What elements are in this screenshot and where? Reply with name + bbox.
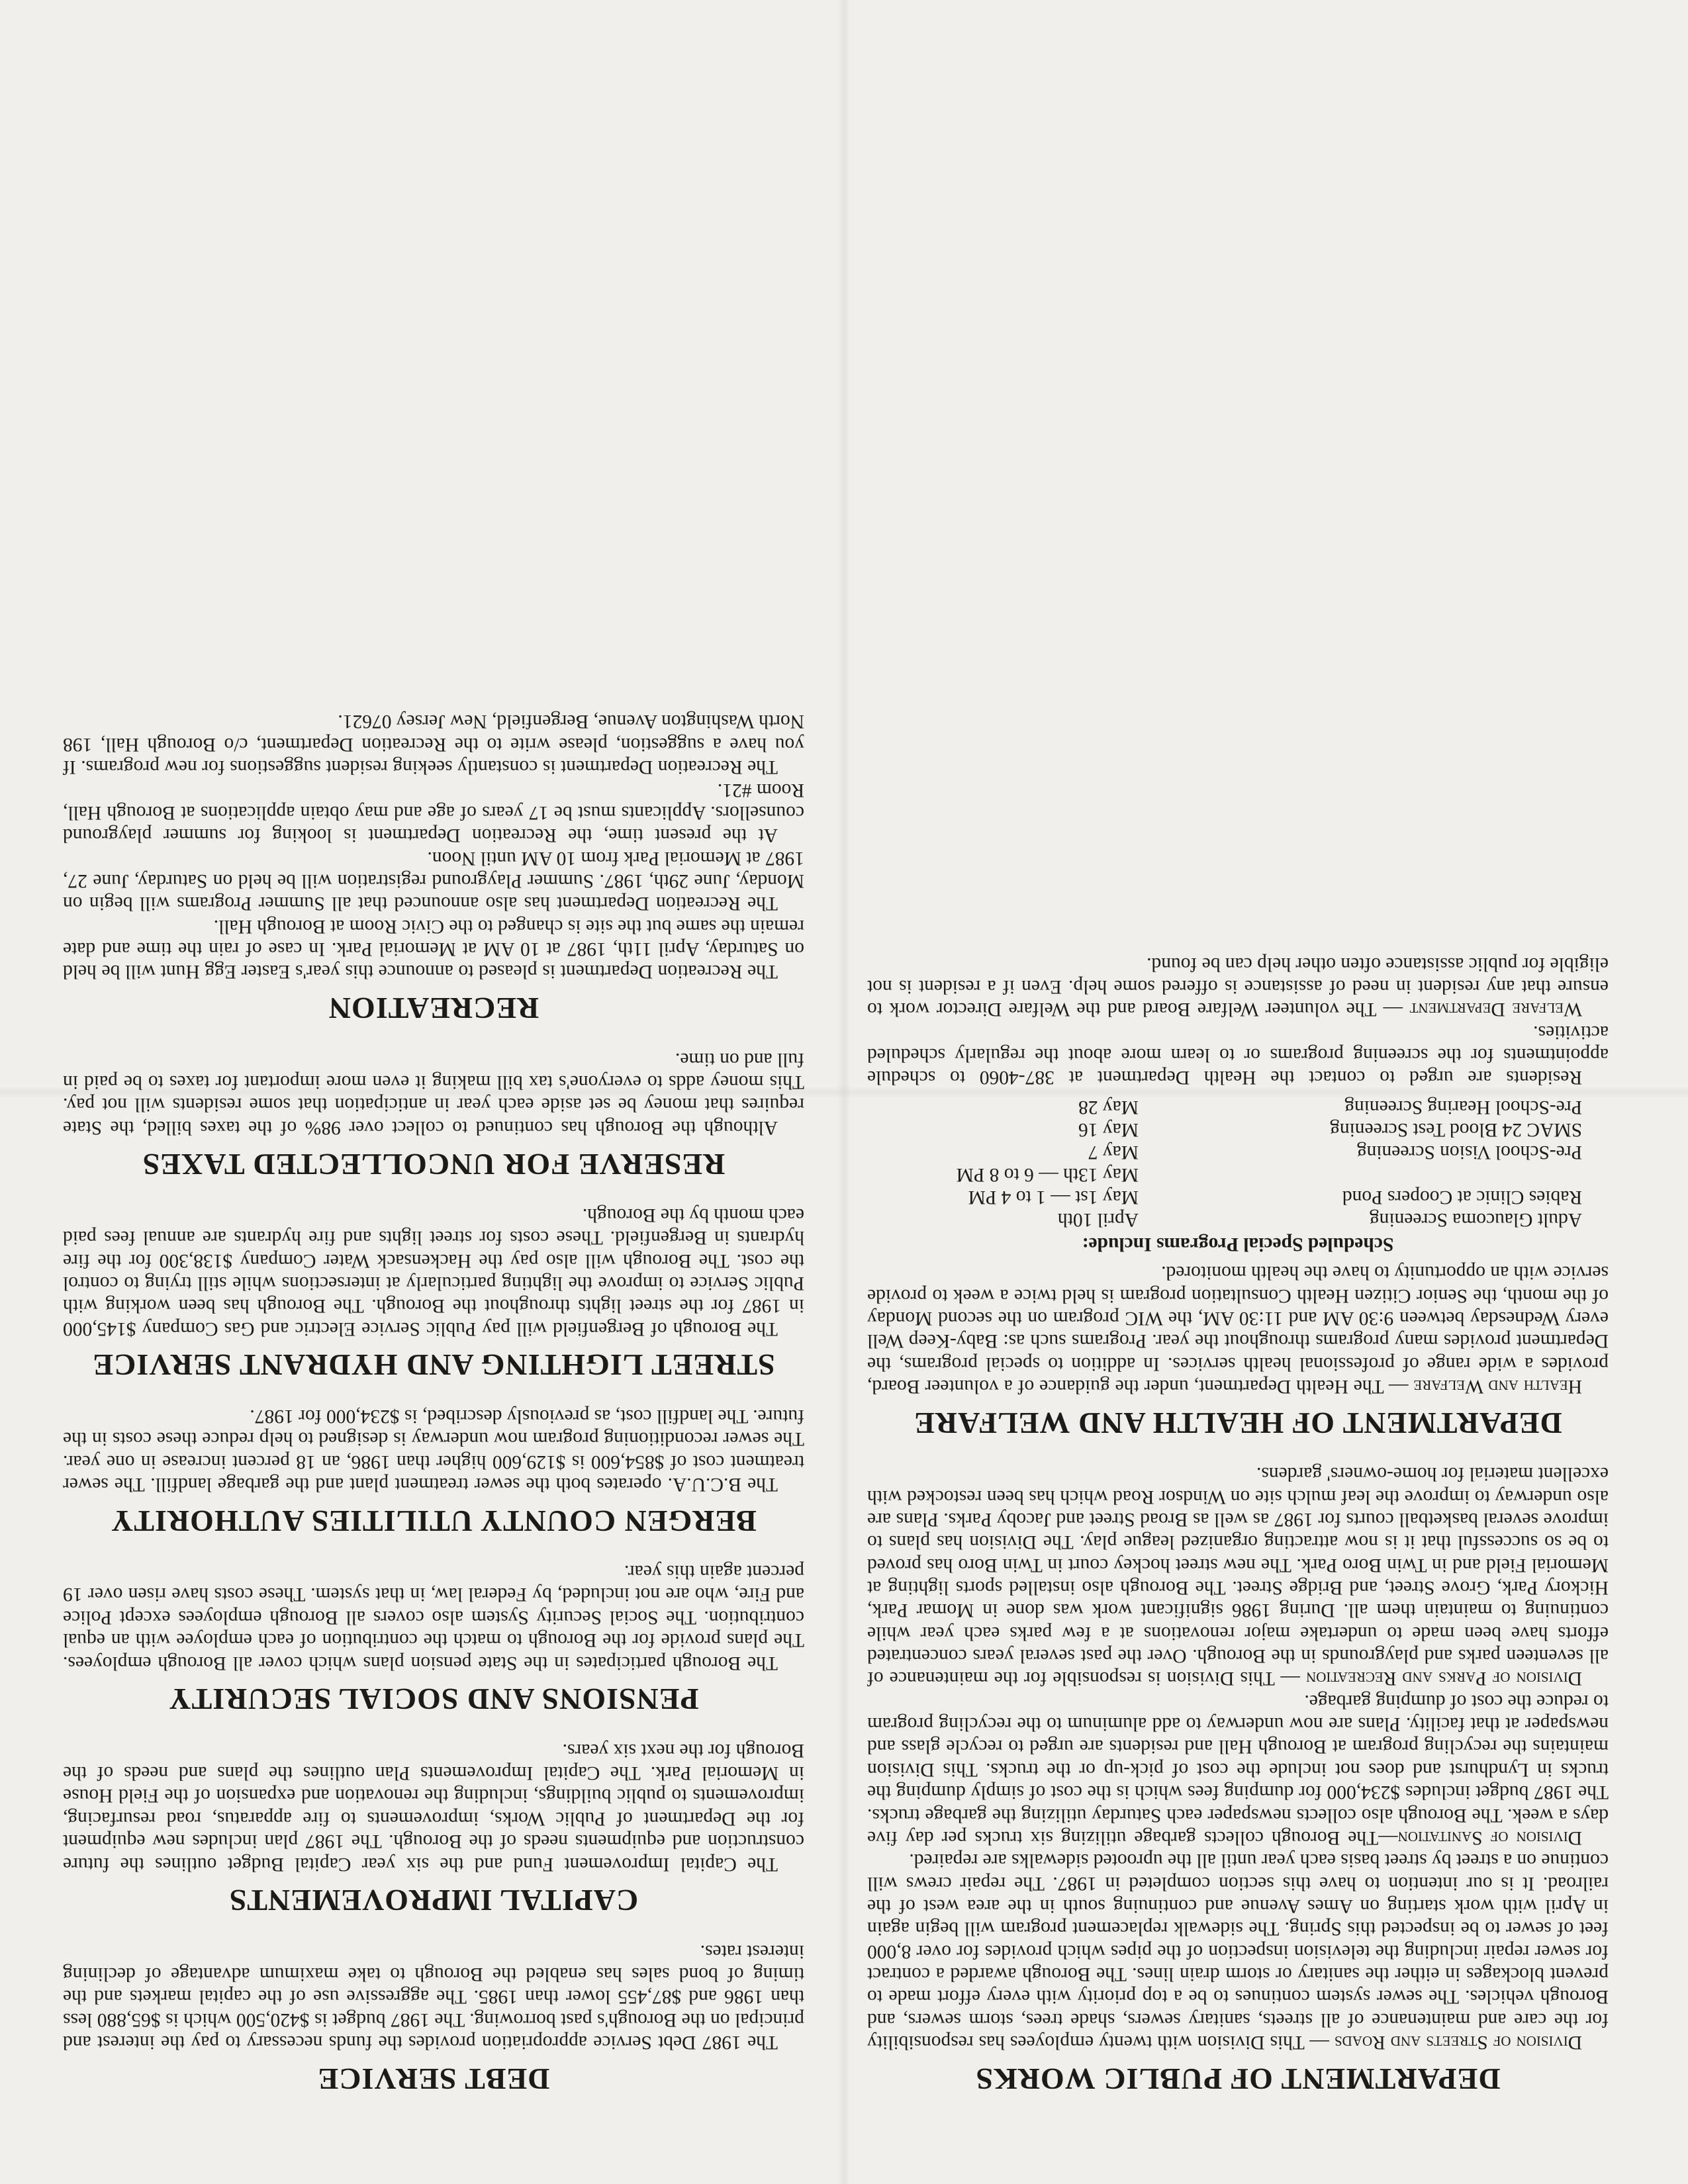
program-date: April 10th xyxy=(1057,1208,1139,1230)
welfare-lead: Welfare Department xyxy=(1409,999,1582,1021)
welfare-body: — The volunteer Welfare Board and the Welfare Director work to ensure that any resident in need of assistance is offered some help. Even if a resident is not eligible for public assistance often other help can be found. xyxy=(867,953,1609,1021)
program-date: May 1st — 1 to 4 PM xyxy=(968,1186,1139,1208)
table-row xyxy=(900,1208,1582,1230)
bcua-paragraph: The B.C.U.A. operates both the sewer treatment plant and the garbage landfill. The sewer treatment cost of $854,600 is $129,600 higher than 1986, an 18 percent increase in one year. The sewer reconditioning program now underway is designed to help reduce these costs in the future. The landfill cost, as previously described, is $234,000 for 1987. xyxy=(63,1405,804,1495)
table-row xyxy=(900,1163,1582,1185)
sanitation-lead: Division of Sanitation xyxy=(1397,1827,1582,1848)
pensions-paragraph: The Borough participates in the State pension plans which cover all Borough employees. The plans provide for the Borough to match the contribution of each employee with an equal contribution. The Social Security System also covers all Borough employees except Police and Fire, who are not included, by Federal law, in that system. These costs have risen over 19 percent again this year. xyxy=(63,1561,804,1674)
health-contact-paragraph: Residents are urged to contact the Health Department at 387-4060 to schedule appointments for the screening programs or to learn more about the regularly scheduled activities. xyxy=(867,1021,1609,1089)
bcua-section xyxy=(63,1405,804,1537)
health-lead: Health and Welfare xyxy=(1413,1376,1582,1397)
capital-improvements-section xyxy=(63,1739,804,1916)
debt-service-heading: DEBT SERVICE xyxy=(317,2062,550,2096)
parks-recreation-body: — This Division is responsible for the maintenance of all seventeen parks and playgrounds in the Borough. Over the past several years concentrated efforts have been made to undertake major renovations at a few parks each year while continuing to maintain them all. During 1986 significant work was done in Momar Park, Hickory Park, Grove Street, and Bridge Street. The Borough also installed sports lighting at Memorial Field and in Twin Boro Park. The new street hockey court in Twin Boro has proved to be so successful that it is now attracting organized league play. The Division has plans to improve several basketball courts for 1987 as well as Broad Street and Jacoby Parks. Plans are also underway to improve the leaf mulch site on Windsor Road which has been restocked with excellent material for home-owners' gardens. xyxy=(867,1463,1609,1690)
reserve-taxes-section xyxy=(63,1048,804,1179)
recreation-heading: RECREATION xyxy=(328,991,539,1026)
program-date: May 7 xyxy=(1088,1142,1139,1163)
recreation-paragraph-4: The Recreation Department is constantly seeking resident suggestions for new programs. If you have a suggestion, please write to the Recreation Department, c/o Borough Hall, 198 North Washington Avenue, Bergenfield, New Jersey 07621. xyxy=(63,711,804,778)
program-date: May 13th — 6 to 8 PM xyxy=(956,1164,1139,1185)
street-lighting-paragraph: The Borough of Bergenfield will pay Public Service Electric and Gas Company $145,000 in 1987 for the street lights throughout the Borough. The Borough has been working with Public Service to improve the lighting particularly at intersections while still trying to control the cost. The Borough will also pay the Hackensack Water Company $138,300 for the fire hydrants in Bergenfield. These costs for street lights and fire hydrants are annual fees paid each month by the Borough. xyxy=(63,1204,804,1340)
sanitation-paragraph xyxy=(867,1690,1609,1849)
public-works-heading: DEPARTMENT OF PUBLIC WORKS xyxy=(975,2062,1501,2096)
program-name: Adult Glaucoma Screening xyxy=(1369,1208,1582,1230)
right-column xyxy=(63,686,804,2095)
debt-service-section xyxy=(63,1940,804,2095)
welfare-paragraph xyxy=(867,952,1609,1021)
recreation-paragraph-2: The Recreation Department has also announced that all Summer Programs will begin on Monday, June 29th, 1987. Summer Playground registration will be held on Saturday, June 27, 1987 at Memorial Park from 10 AM until Noon. xyxy=(63,847,804,915)
health-welfare-section xyxy=(867,952,1609,1439)
program-name: Pre-School Hearing Screening xyxy=(1344,1097,1582,1118)
pensions-heading: PENSIONS AND SOCIAL SECURITY xyxy=(168,1682,699,1717)
table-row xyxy=(900,1185,1582,1208)
health-paragraph xyxy=(867,1261,1609,1398)
programs-title: Scheduled Special Programs Include: xyxy=(1082,1233,1394,1255)
reserve-taxes-heading: RESERVE FOR UNCOLLECTED TAXES xyxy=(142,1147,726,1181)
bcua-heading: BERGEN COUNTY UTILITIES AUTHORITY xyxy=(111,1504,757,1538)
left-column xyxy=(867,929,1609,2095)
program-name: Pre-School Vision Screening xyxy=(1356,1142,1582,1163)
streets-roads-paragraph xyxy=(867,1849,1609,2054)
public-works-section xyxy=(867,1463,1609,2095)
program-name: Rabies Clinic at Coopers Pond xyxy=(1342,1186,1582,1208)
program-name xyxy=(1139,1163,1582,1185)
parks-recreation-paragraph xyxy=(867,1463,1609,1690)
health-welfare-heading: DEPARTMENT OF HEALTH AND WELFARE xyxy=(914,1406,1562,1440)
program-name: SMAC 24 Blood Test Screening xyxy=(1330,1119,1582,1141)
street-lighting-heading: STREET LIGHTING AND HYDRANT SERVICE xyxy=(92,1348,775,1383)
capital-improvements-heading: CAPITAL IMPROVEMENTS xyxy=(228,1884,639,1918)
table-row xyxy=(900,1118,1582,1140)
reserve-taxes-paragraph: Although the Borough has continued to collect over 98% of the taxes billed, the State requires that money be set aside each year in anticipation that some residents will not pay. This money adds to everyone's tax bill making it even more important for taxes to be paid in full and on time. xyxy=(63,1048,804,1138)
program-date: May 16 xyxy=(1078,1119,1139,1141)
programs-table xyxy=(900,1095,1582,1230)
parks-recreation-lead: Division of Parks and Recreation xyxy=(1306,1668,1582,1690)
recreation-paragraph-1: The Recreation Department is pleased to announce this year's Easter Egg Hunt will be held on Saturday, April 11th, 1987 at 10 AM at Memorial Park. In case of rain the time and date remain the same but the site is changed to the Civic Room at Borough Hall. xyxy=(63,915,804,983)
program-date: May 28 xyxy=(1078,1097,1139,1118)
pensions-section xyxy=(63,1561,804,1715)
recreation-section xyxy=(63,710,804,1024)
debt-service-paragraph: The 1987 Debt Service appropriation provides the funds necessary to pay the interest and principal on the Borough's past borrowing. The 1987 budget is $420,500 which is $65,880 less than 1986 and $87,455 lower than 1985. The aggressive use of the capital markets and the timing of bond sales has enabled the Borough to take maximum advantage of declining interest rates. xyxy=(63,1940,804,2054)
table-row xyxy=(900,1095,1582,1118)
table-row xyxy=(900,1140,1582,1163)
streets-roads-body: — This Division with twenty employees has responsibility for the care and maintenance of all streets, sanitary sewers, shade trees, storm sewers, and Borough vehicles. The sewer system continues to be a top priority with every effort made to prevent blockages in either the sanitary or storm drain lines. The Borough awarded a contract for sewer repair including the television inspection of the pipes which provides for over 8,000 feet of sewer to be inspected this Spring. The sidewalk replacement program will begin again in April with work starting on Ames Avenue and continuing south in the area west of the railroad. It is our intention to have this section completed in 1987. The repair crews will continue on a street by street basis each year until all the uprooted sidewalks are repaired. xyxy=(867,1850,1609,2054)
capital-improvements-paragraph: The Capital Improvement Fund and the six year Capital Budget outlines the future construction and equipments needs of the Borough. The 1987 plan includes new equipment for the Department of Public Works, improvements to fire apparatus, road resurfacing, improvements to public buildings, including the renovation and expansion of the Field House in Memorial Park. The Capital Improvements Plan outlines the plans and needs of the Borough for the next six years. xyxy=(63,1739,804,1875)
sanitation-body: —The Borough collects garbage utilizing six trucks per day five days a week. The Borough also collects newspaper each Saturday utilizing the garbage trucks. The 1987 budget includes $234,000 for dumping fees which is the cost of simply dumping the trucks in Lyndhurst and does not include the cost of pick-up or the trucks. This Division maintains the recycling program at Borough Hall and residents are urged to recycle glass and newspaper at that facility. Plans are now underway to add aluminum to the recycling program to reduce the cost of dumping garbage. xyxy=(867,1690,1609,1848)
health-body: — The Health Department, under the guidance of a volunteer Board, provides a wide range of professional health services. In addition to special programs, the Department provides many programs throughout the year. Programs such as: Baby-Keep Well every Wednesday between 9:30 AM and 11:30 AM, the WIC program on the second Monday of the month, the Senior Citizen Health Consultation program is held twice a week to provide service with an opportunity to have the health monitored. xyxy=(867,1262,1609,1397)
streets-roads-lead: Division of Streets and Roads xyxy=(1334,2032,1582,2054)
street-lighting-section xyxy=(63,1204,804,1381)
recreation-paragraph-3: At the present time, the Recreation Department is looking for summer playground counsellors. Applicants must be 17 years of age and may obtain applications at Borough Hall, Room #21. xyxy=(63,779,804,846)
